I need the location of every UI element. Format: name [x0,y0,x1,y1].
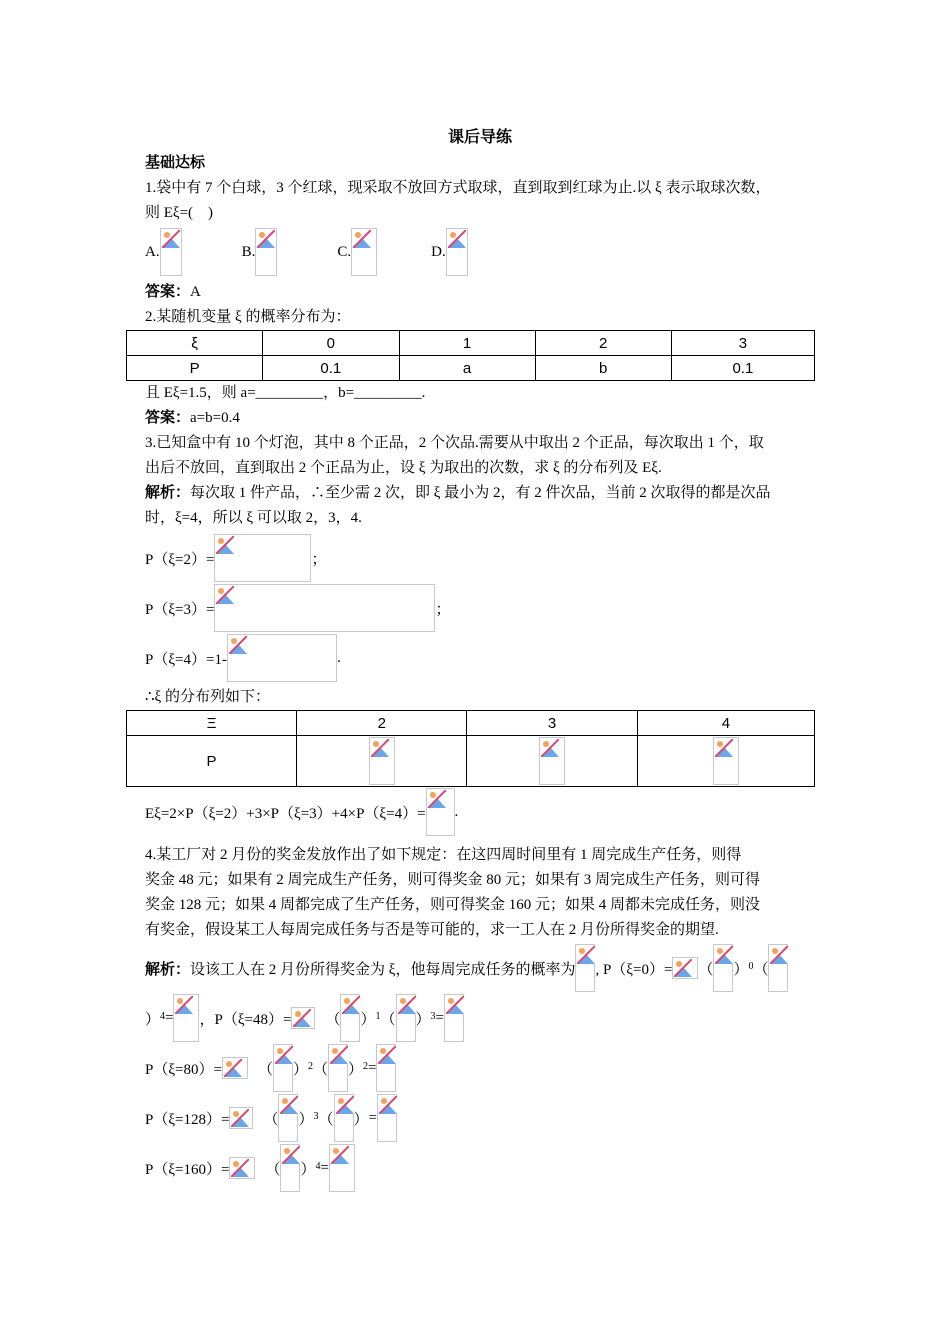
paren: （ [325,1011,341,1028]
q3-p4-row [145,633,815,683]
paren: ） [298,1111,314,1128]
table-row [127,711,815,736]
image-placeholder-icon [340,994,360,1042]
table-cell: 0.1 [671,356,814,381]
option-d-label: D. [431,243,446,260]
p80-label: P（ξ=80）= [145,1061,222,1078]
table-cell [637,736,814,787]
paren: （ [698,961,714,978]
image-placeholder-icon [426,788,455,836]
q2-text: 2.某随机变量 ξ 的概率分布为： [145,309,351,325]
table-cell: 2 [297,711,467,736]
q3-analysis-1 [145,481,815,506]
image-placeholder-icon [575,944,595,992]
semicolon: ； [311,551,327,568]
table-cell: 3 [467,711,637,736]
q4-text-2: 奖金 48 元；如果有 2 周完成生产任务，则可得奖金 80 元；如果有 3 周完成生产任务，则可得 [145,872,761,888]
q4-text-3: 奖金 128 元；如果 4 周都完成了生产任务，则可得奖金 160 元；如果 4 周都未完成任务，则没 [145,897,761,913]
q3-p3-row [145,583,815,633]
image-placeholder-icon [329,1144,355,1192]
paren: （ [318,1111,334,1128]
paren: （ [753,961,769,978]
p48-label: P（ξ=48）= [214,1011,292,1028]
table-row [127,331,815,356]
image-placeholder-icon [273,1044,293,1092]
p2-label: P（ξ=2）= [145,551,215,568]
paren: ） [733,961,749,978]
q2-answer [145,406,815,431]
table-cell: ξ [127,331,263,356]
q2-condition: 且 Eξ=1.5，则 a=_________，b=_________. [145,385,426,401]
paren: ） [415,1011,431,1028]
analysis-label: 解析： [145,485,191,501]
document-page [145,124,815,1193]
table-cell: P [127,356,263,381]
q1-answer [145,280,815,305]
paren: ） [300,1161,316,1178]
table-cell: b [535,356,671,381]
paren: （ [312,1061,328,1078]
table-cell: 3 [671,331,814,356]
table-cell: 0 [263,331,399,356]
q3-distribution-table [126,710,815,787]
paren: （ [265,1161,281,1178]
paren: ） [353,1111,369,1128]
exponent: 4 [160,1010,166,1022]
image-placeholder-icon [229,1157,255,1179]
q4-analysis-row [145,943,815,993]
option-a-label: A. [145,243,160,260]
table-cell: 1 [399,331,535,356]
image-placeholder-icon [280,1144,300,1192]
section-heading: 基础达标 [145,155,206,171]
semicolon: ； [435,601,451,618]
image-placeholder-icon [369,737,395,785]
answer-value: A [190,284,201,300]
equals: = [320,1159,329,1176]
q2-distribution-table [126,330,815,381]
paren: （ [380,1011,396,1028]
paren: ） [348,1061,364,1078]
image-placeholder-icon [291,1007,315,1029]
exponent: 4 [315,1160,321,1172]
image-placeholder-icon [351,228,377,276]
image-placeholder-icon [768,944,788,992]
image-placeholder-icon [214,584,435,632]
image-placeholder-icon [444,994,464,1042]
q3-expectation-row [145,787,815,837]
equals: = [368,1109,377,1126]
period: . [336,649,341,666]
table-cell: 4 [637,711,814,736]
exponent: 2 [307,1060,313,1072]
image-placeholder-icon [328,1044,348,1092]
answer-label: 答案： [145,284,191,300]
page-title: 课后导练 [447,129,512,146]
image-placeholder-icon [672,957,698,979]
image-placeholder-icon [396,994,416,1042]
q1-text-2: 则 Eξ=( ) [145,205,214,221]
q4-text-1: 4.某工厂对 2 月份的奖金发放作出了如下规定：在这四周时间里有 1 周完成生产任务，则得 [145,847,742,863]
image-placeholder-icon [446,228,468,276]
table-cell: P [127,736,297,787]
q1-text: 1.袋中有 7 个白球，3 个红球，现采取不放回方式取球，直到取到红球为止.以 ξ 表示取球次数， [145,180,771,196]
exponent: 3 [313,1110,319,1122]
analysis-text: 每次取 1 件产品，∴至少需 2 次，即 ξ 最小为 2，有 2 件次品，当前 2 次取得的都是次品 [190,485,771,501]
paren: （ [263,1111,279,1128]
q4-p160-row [145,1143,815,1193]
analysis-text: 设该工人在 2 月份所得奖金为 ξ，他每周完成任务的概率为 [190,961,576,978]
p160-label: P（ξ=160）= [145,1161,230,1178]
image-placeholder-icon [229,1107,253,1129]
option-c-label: C. [337,243,352,260]
equals: = [368,1059,377,1076]
q3-dist-intro: ∴ξ 的分布列如下： [145,689,270,705]
option-b-label: B. [241,243,256,260]
q4-p128-row [145,1093,815,1143]
p4-label: P（ξ=4）=1- [145,651,227,668]
equals: = [435,1009,444,1026]
p128-label: P（ξ=128）= [145,1111,230,1128]
table-cell: 2 [535,331,671,356]
image-placeholder-icon [173,994,199,1042]
q3-p2-row [145,533,815,583]
exponent: 3 [430,1010,436,1022]
image-placeholder-icon [539,737,565,785]
answer-value: a=b=0.4 [190,410,240,426]
exponent: 0 [748,960,754,972]
image-placeholder-icon [377,1094,397,1142]
image-placeholder-icon [160,228,182,276]
table-cell: 0.1 [263,356,399,381]
equals: = [165,1009,174,1026]
p0-label: , P（ξ=0）= [595,961,673,978]
table-row [127,356,815,381]
paren: （ [257,1061,273,1078]
q3-text-1: 3.已知盒中有 10 个灯泡，其中 8 个正品，2 个次品.需要从中取出 2 个正品，每次取出 1 个，取 [145,435,764,451]
q3-analysis-2: 时，ξ=4，所以 ξ 可以取 2，3，4. [145,510,362,526]
image-placeholder-icon [713,944,733,992]
table-cell [297,736,467,787]
paren: ） [292,1061,308,1078]
expectation-formula: Eξ=2×P（ξ=2）+3×P（ξ=3）+4×P（ξ=4）= [145,805,426,822]
paren: ） [145,1011,161,1028]
q1-options [145,226,815,278]
image-placeholder-icon [278,1094,298,1142]
image-placeholder-icon [222,1057,248,1079]
exponent: 1 [375,1010,381,1022]
table-cell: a [399,356,535,381]
image-placeholder-icon [255,228,277,276]
comma: ， [199,1011,215,1028]
answer-label: 答案： [145,410,191,426]
image-placeholder-icon [214,534,311,582]
paren: ） [360,1011,376,1028]
image-placeholder-icon [334,1094,354,1142]
analysis-label: 解析： [145,961,191,978]
table-cell: Ξ [127,711,297,736]
q3-text-2: 出后不放回，直到取出 2 个正品为止，设 ξ 为取出的次数，求 ξ 的分布列及 Eξ. [145,460,662,476]
exponent: 2 [363,1060,369,1072]
image-placeholder-icon [227,634,337,682]
image-placeholder-icon [376,1044,396,1092]
q4-p80-row [145,1043,815,1093]
q4-text-4: 有奖金，假设某工人每周完成任务与否是等可能的，求一工人在 2 月份所得奖金的期望. [145,922,719,938]
p3-label: P（ξ=3）= [145,601,215,618]
q4-p48-row [145,993,815,1043]
table-cell [467,736,637,787]
image-placeholder-icon [713,737,739,785]
table-row [127,736,815,787]
period: . [454,803,459,820]
